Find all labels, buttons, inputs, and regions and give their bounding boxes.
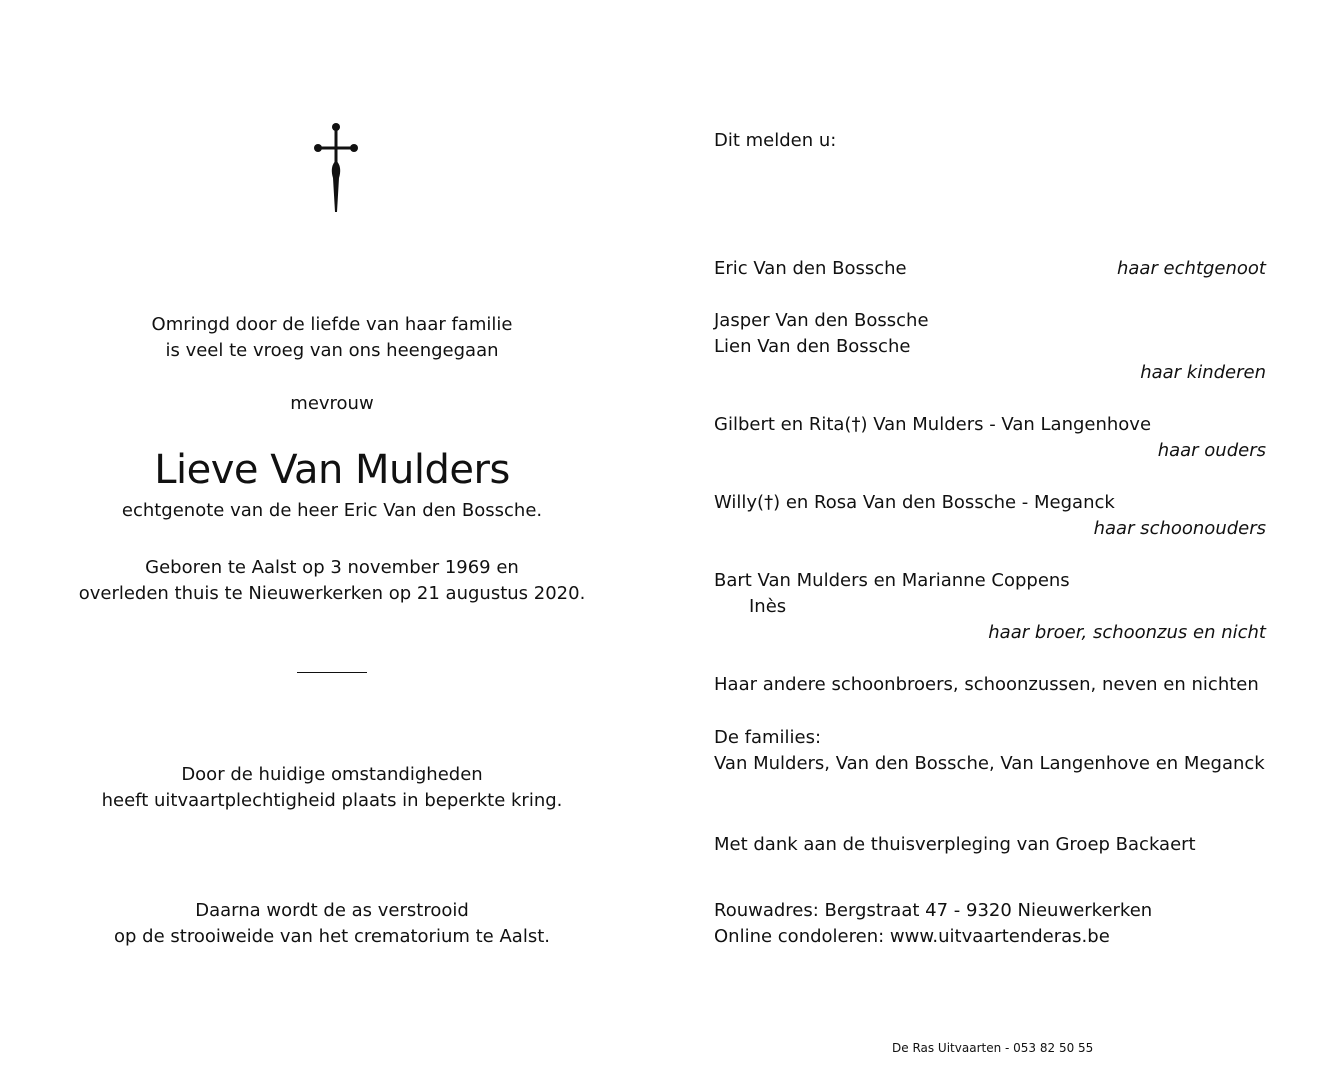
mourner-name: Willy(†) en Rosa Van den Bossche - Meganck [714,492,1115,513]
ashes-line-1: Daarna wordt de as verstrooid [195,900,469,921]
deceased-name: Lieve Van Mulders [154,447,510,493]
mourner-spouse [714,256,1266,282]
cross-icon [313,122,359,216]
mourner-name: Lien Van den Bossche [714,336,911,357]
intro-line-2: is veel te vroeg van ons heengegaan [165,340,499,361]
families-block [714,725,1266,777]
online-condolences: Online condoleren: www.uitvaartenderas.be [714,926,1110,947]
ashes-line-2: op de strooiweide van het crematorium te Aalst. [114,926,550,947]
relation-label: haar kinderen [1140,362,1266,383]
death-line: overleden thuis te Nieuwerkerken op 21 augustus 2020. [78,583,586,604]
announce-heading: Dit melden u: [714,130,837,151]
honorific: mevrouw [290,393,374,414]
ashes-text [30,898,634,950]
relation-label: haar echtgenoot [1116,258,1266,279]
mourner-name: Jasper Van den Bossche [714,310,929,331]
families-list: Van Mulders, Van den Bossche, Van Langenhove en Meganck [714,753,1265,774]
relation-label: haar broer, schoonzus en nicht [988,622,1266,643]
intro-line-1: Omringd door de liefde van haar familie [151,314,513,335]
families-label: De families: [714,727,822,748]
ceremony-line-1: Door de huidige omstandigheden [181,764,483,785]
relation-label: haar ouders [1157,440,1266,461]
intro-text [30,312,634,364]
mourner-name: Gilbert en Rita(†) Van Mulders - Van Langenhove [714,414,1152,435]
mourner-name: Bart Van Mulders en Marianne Coppens [714,570,1070,591]
mourner-name: Inès [749,596,787,617]
spouse-line: echtgenote van de heer Eric Van den Bossche. [121,500,543,521]
funeral-home-footer: De Ras Uitvaarten - 053 82 50 55 [892,1041,1094,1055]
contact-block [714,898,1266,950]
ceremony-text [30,762,634,814]
mourner-inlaws [714,490,1266,542]
mourner-name: Eric Van den Bossche [714,258,907,279]
ceremony-line-2: heeft uitvaartplechtigheid plaats in beperkte kring. [101,790,563,811]
mourning-address: Rouwadres: Bergstraat 47 - 9320 Nieuwerkerken [714,900,1153,921]
birth-death-dates [30,555,634,607]
thanks-line: Met dank aan de thuisverpleging van Groep Backaert [714,834,1196,855]
relation-label: haar schoonouders [1093,518,1266,539]
birth-line: Geboren te Aalst op 3 november 1969 en [145,557,519,578]
divider-line [297,672,367,673]
mourner-children [714,308,1266,386]
mourner-parents [714,412,1266,464]
other-relatives: Haar andere schoonbroers, schoonzussen, neven en nichten [714,674,1259,695]
mourner-brother [714,568,1266,646]
